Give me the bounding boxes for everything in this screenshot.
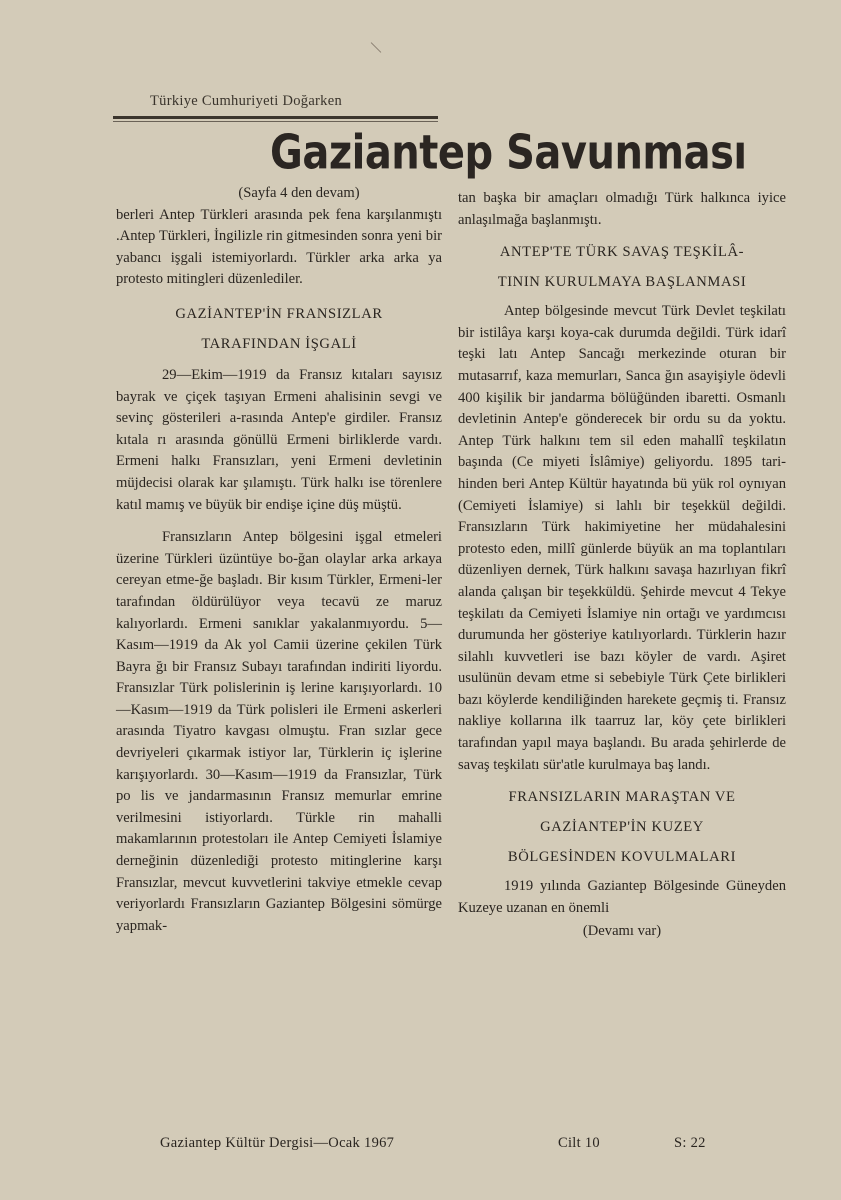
heading-line: FRANSIZLARIN MARAŞTAN VE bbox=[508, 789, 736, 806]
heading-line: GAZİANTEP'İN KUZEY bbox=[540, 819, 704, 836]
print-mark bbox=[371, 42, 382, 53]
heading-line: BÖLGESİNDEN KOVULMALARI bbox=[507, 849, 737, 866]
continued-note: (Sayfa 4 den devam) bbox=[238, 185, 360, 201]
article-headline: Gaziantep Savunması bbox=[270, 126, 747, 181]
section-heading bbox=[116, 299, 442, 359]
paragraph: 29—Ekim—1919 da Fransız kıtaları sayısız bayrak ve çiçek taşıyan Ermeni ahalisinin sevgi ve sevinç gösterileri a-rasında Antep'e girdiler. Fransız kıtala rı arasında gönüllü Ermeni birliklerde vardı. Ermeni halkı Fransızları, yeni Ermeni devletinin müjdecisi olarak kar şılamıştı. Türk halkı ise törenlere katıl mamış ve büyük bir endişe içine düş müştü. bbox=[116, 366, 442, 513]
kicker-rule-thin bbox=[113, 121, 438, 122]
section-heading bbox=[458, 782, 786, 872]
section-kicker: Türkiye Cumhuriyeti Doğarken bbox=[150, 93, 343, 109]
heading-line: GAZİANTEP'İN FRANSIZLAR bbox=[175, 305, 383, 322]
footer-page-number: S: 22 bbox=[674, 1135, 706, 1151]
paragraph: Antep bölgesinde mevcut Türk Devlet teşkilatı bir istilâya karşı koya-cak durumda değildi. Türk idarî teşki latı Antep Sancağı merkezinde oturan bir mutasarrıf, kaza memurları, Sanca ğın asayişiyle ödevli 400 kişilik bir jandarma bölüğünden ibaretti. Osmanlı devletinin Antep'e gönderecek bir ordu su da yoktu. Antep Türk halkını tem sil eden mahallî teşkilatın başında (Ce miyeti İslâmiye) geliyordu. 1895 tari-hinden beri Antep Kültür hayatında bü yük rol oynıyan (Cemiyeti İslamiye) si lahlı bir teşekkül değildi. Fransızların Türk hakimiyetine her müdahalesini protesto eden, millî günlerde büyük an ma toplantıları düzenliyen dernek, Türk halkını savaşa hazırlıyan fikrî alanda çalışan bir teşekküldü. Şehirde mevcut 4 Tekye teşkilatı da Cemiyeti İslamiye nin ortağı ve yardımcısı durumunda her gösteriye katılıyorlardı. Türklerin hazır silahlı kuvvetleri ise bazı köyler de vardı. Aşiret usulünün devam etme si sebebiyle Türk Çete birlikleri bazı köylerde kendiliğinden harekete geçmiş ti. Fransız nakliye kollarına ilk taarruz lar, köy çete birlikleri tarafından yapıl maya başlandı. Bu arada şehirlerde de savaş teşkilatı sür'atle kurulmaya baş landı. bbox=[458, 303, 786, 773]
to-be-continued-note: (Devamı var) bbox=[582, 923, 662, 940]
paragraph: berleri Antep Türkleri arasında pek fena karşılanmıştı .Antep Türkleri, İngilizle rin gitmesinden sonra yeni bir yabancı işgali istemiyorlardı. Türkler arka arka ya protesto mitingleri düzenlediler. bbox=[116, 206, 442, 288]
heading-line: TARAFINDAN İŞGALİ bbox=[201, 335, 357, 352]
left-column bbox=[116, 183, 442, 937]
paragraph: Fransızların Antep bölgesini işgal etmeleri üzerine Türkleri üzüntüye bo-ğan olaylar arka arkaya cereyan etme-ğe başladı. Bir kısım Türkler, Ermeni-ler tarafından öldürülüyor veya tecavü ze maruz kalıyorlardı. Ermeni sanıklar yakalanmıyordu. 5—Kasım—1919 da Ak yol Camii üzerine çekilen Türk Bayra ğı bir Fransız Subayı tarafından indiriti liyordu. Fransızlar Türk polislerinin iş lerine karışıyorlardı. 10—Kasım—1919 da Türk polisleri ile Ermeni askerleri arasında Tiyatro kavgası olmuştu. Fran sızlar gece devriyeleri çıkarmak istiyor lar, Türklerin iç işlerine karışıyorlardı. 30—Kasım—1919 da Fransızlar, Türk po lis ve jandarmasının Fransız memurlar emrine verilmesini istiyorlardı. Türkle rin mahalli makamlarının protestoları ile Antep Cemiyeti İslamiye derneğinin düzenlediği protesto mitinglerine karşı Fransızlar, mevcut kuvvetlerini takviye etmekle cevap veriyorlardı Fransızların Gaziantep Bölgesini sömürge yapmak- bbox=[116, 529, 442, 934]
right-column bbox=[458, 188, 786, 943]
heading-line: TININ KURULMAYA BAŞLANMASI bbox=[497, 274, 747, 291]
kicker-rule bbox=[113, 116, 438, 119]
footer-journal: Gaziantep Kültür Dergisi—Ocak 1967 bbox=[160, 1135, 395, 1151]
paragraph: tan başka bir amaçları olmadığı Türk halkınca iyice anlaşılmağa başlanmıştı. bbox=[458, 190, 786, 228]
heading-line: ANTEP'TE TÜRK SAVAŞ TEŞKİLÂ- bbox=[499, 244, 745, 261]
footer-volume: Cilt 10 bbox=[558, 1135, 600, 1151]
paragraph: 1919 yılında Gaziantep Bölgesinde Güneyden Kuzeye uzanan en önemli bbox=[458, 878, 786, 916]
section-heading bbox=[458, 237, 786, 297]
